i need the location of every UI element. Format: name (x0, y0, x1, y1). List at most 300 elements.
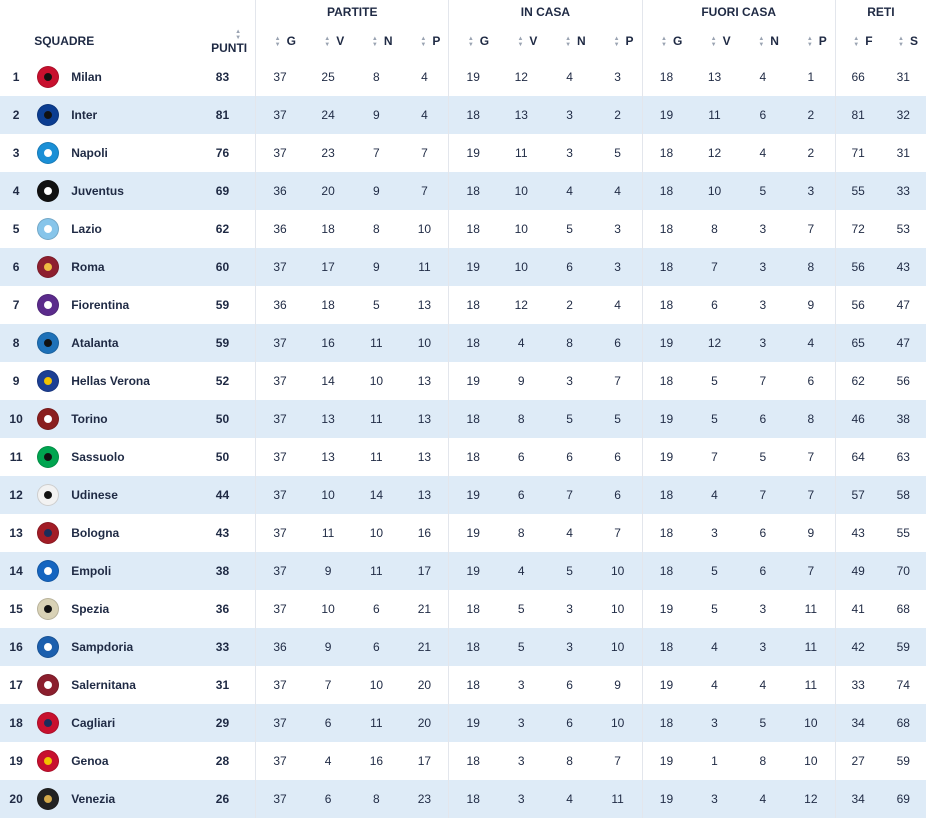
table-row[interactable] (0, 400, 926, 438)
away-draws-cell: 5 (739, 172, 787, 210)
wins-cell: 13 (304, 400, 352, 438)
away-played-cell: 19 (642, 96, 690, 134)
team-name[interactable]: Lazio (71, 222, 102, 236)
losses-cell: 11 (401, 248, 449, 286)
goals-for-cell: 56 (835, 286, 880, 324)
home-played-cell: 18 (449, 590, 497, 628)
goals-for-cell: 71 (835, 134, 880, 172)
away-wins-cell: 7 (690, 248, 738, 286)
home-draws-cell: 5 (545, 552, 593, 590)
away-draws-cell: 7 (759, 374, 767, 388)
column-header-label: V (529, 34, 538, 48)
team-name[interactable]: Venezia (71, 792, 116, 806)
away-wins-cell: 12 (707, 146, 722, 160)
away-losses-cell: 8 (787, 248, 835, 286)
played-cell: 37 (256, 134, 304, 172)
home-losses-cell: 10 (594, 552, 642, 590)
column-header-in-casa-v[interactable] (497, 24, 545, 58)
wins-cell: 13 (321, 450, 335, 464)
points-cell: 59 (199, 324, 255, 362)
points-cell: 81 (199, 96, 255, 134)
goals-for-cell: 42 (835, 628, 880, 666)
team-crest-icon (37, 256, 59, 278)
points-cell: 43 (215, 526, 230, 540)
played-cell: 37 (256, 742, 304, 780)
team-cell[interactable] (32, 704, 199, 742)
home-played-cell: 18 (449, 286, 497, 324)
home-draws-cell: 3 (566, 602, 573, 616)
away-played-cell: 19 (642, 438, 690, 476)
home-draws-cell: 3 (566, 146, 573, 160)
column-header-fuori-casa-v[interactable] (690, 24, 738, 58)
team-name[interactable]: Fiorentina (71, 298, 130, 312)
goals-against-cell: 56 (896, 374, 910, 388)
wins-cell: 24 (304, 96, 352, 134)
draws-cell: 16 (369, 754, 384, 768)
team-name[interactable]: Roma (71, 260, 105, 274)
goals-against-cell: 59 (881, 628, 926, 666)
home-wins-cell: 8 (497, 400, 545, 438)
sort-icon: ▲ ▼ (758, 35, 765, 48)
column-header-label: S (909, 34, 918, 48)
away-losses-cell: 12 (787, 780, 835, 818)
home-losses-cell: 3 (614, 222, 621, 236)
position-cell: 18 (0, 704, 32, 742)
home-draws-cell: 3 (545, 96, 593, 134)
table-row[interactable] (0, 248, 926, 286)
wins-cell: 9 (304, 552, 352, 590)
draws-cell: 10 (369, 374, 384, 388)
losses-cell: 20 (417, 678, 432, 692)
column-header-label: G (673, 34, 683, 48)
away-losses-cell: 11 (787, 628, 835, 666)
team-name[interactable]: Genoa (71, 754, 109, 768)
losses-cell: 13 (417, 450, 432, 464)
losses-cell: 4 (421, 70, 428, 84)
team-name[interactable]: Udinese (71, 488, 118, 502)
points-cell: 36 (215, 602, 230, 616)
group-header-spacer (0, 0, 256, 24)
goals-for-cell: 62 (835, 362, 880, 400)
draws-cell: 9 (352, 172, 400, 210)
home-played-cell: 19 (449, 134, 497, 172)
away-draws-cell: 3 (739, 628, 787, 666)
team-cell[interactable] (32, 362, 199, 400)
away-played-cell: 18 (642, 704, 690, 742)
away-played-cell: 18 (642, 476, 690, 514)
team-crest-icon (37, 674, 59, 696)
away-wins-cell: 1 (711, 754, 718, 768)
home-draws-cell: 5 (566, 222, 573, 236)
home-losses-cell: 7 (614, 374, 621, 388)
column-header-in-casa-n[interactable] (545, 24, 593, 58)
draws-cell: 11 (352, 324, 400, 362)
home-losses-cell: 6 (594, 476, 642, 514)
goals-for-cell: 64 (835, 438, 880, 476)
goals-against-cell: 31 (896, 146, 910, 160)
team-cell[interactable] (32, 172, 199, 210)
column-header-partite-p[interactable] (401, 24, 449, 58)
home-played-cell: 19 (449, 552, 497, 590)
points-cell: 33 (199, 628, 255, 666)
home-losses-cell: 3 (614, 70, 621, 84)
wins-cell: 11 (321, 526, 335, 540)
group-header-row (0, 0, 926, 24)
position-cell: 7 (12, 298, 20, 312)
away-draws-cell: 5 (739, 704, 787, 742)
home-draws-cell: 6 (566, 678, 573, 692)
away-wins-cell: 10 (690, 172, 738, 210)
points-cell: 59 (215, 298, 230, 312)
home-played-cell: 18 (449, 628, 497, 666)
position-cell: 19 (9, 754, 23, 768)
draws-cell: 8 (352, 780, 400, 818)
points-cell: 60 (199, 248, 255, 286)
away-losses-cell: 7 (807, 222, 815, 236)
played-cell: 36 (256, 172, 304, 210)
losses-cell: 21 (401, 628, 449, 666)
team-crest-icon (37, 142, 59, 164)
home-wins-cell: 3 (517, 678, 525, 692)
losses-cell: 21 (417, 602, 432, 616)
sort-icon: ▲ ▼ (853, 35, 860, 48)
losses-cell: 17 (417, 754, 432, 768)
column-header-partite-n[interactable] (352, 24, 400, 58)
home-losses-cell: 10 (610, 602, 625, 616)
away-losses-cell: 10 (804, 754, 818, 768)
table-row[interactable] (0, 438, 926, 476)
table-row[interactable] (0, 476, 926, 514)
goals-against-cell: 55 (896, 526, 910, 540)
home-played-cell: 18 (449, 666, 497, 704)
table-row[interactable] (0, 590, 926, 628)
sort-icon: ▲ ▼ (661, 35, 667, 48)
away-losses-cell: 8 (787, 400, 835, 438)
draws-cell: 6 (373, 602, 380, 616)
losses-cell: 13 (401, 476, 449, 514)
team-cell[interactable] (32, 780, 199, 818)
home-played-cell: 18 (449, 324, 497, 362)
goals-against-cell: 68 (881, 704, 926, 742)
team-name[interactable]: Bologna (71, 526, 120, 540)
sort-icon: ▲ ▼ (898, 35, 904, 48)
table-row[interactable] (0, 514, 926, 552)
team-cell[interactable] (32, 590, 199, 628)
team-cell[interactable] (32, 324, 199, 362)
away-draws-cell: 3 (739, 248, 787, 286)
goals-for-cell: 33 (835, 666, 880, 704)
team-cell[interactable] (32, 58, 199, 96)
team-name[interactable]: Atalanta (71, 336, 119, 350)
column-header-fuori-casa-n[interactable] (739, 24, 787, 58)
table-row[interactable] (0, 324, 926, 362)
home-played-cell: 18 (449, 210, 497, 248)
column-header-label: N (383, 34, 393, 48)
goals-against-cell: 69 (881, 780, 926, 818)
team-name[interactable]: Napoli (71, 146, 108, 160)
away-played-cell: 18 (642, 58, 690, 96)
goals-for-cell: 46 (835, 400, 880, 438)
losses-cell: 7 (421, 146, 428, 160)
wins-cell: 7 (324, 678, 332, 692)
points-cell: 31 (215, 678, 230, 692)
away-losses-cell: 7 (787, 476, 835, 514)
column-header-label: G (479, 34, 490, 48)
home-losses-cell: 7 (614, 526, 621, 540)
wins-cell: 23 (321, 146, 335, 160)
draws-cell: 11 (352, 400, 400, 438)
played-cell: 37 (256, 400, 304, 438)
team-cell[interactable] (32, 628, 199, 666)
position-cell: 2 (0, 96, 32, 134)
team-crest-icon (37, 750, 59, 772)
position-cell: 13 (9, 526, 23, 540)
column-header-partite-v[interactable] (304, 24, 352, 58)
team-crest-icon (37, 408, 59, 430)
team-cell[interactable] (32, 210, 199, 248)
home-played-cell: 18 (449, 742, 497, 780)
table-row[interactable] (0, 134, 926, 172)
table-row[interactable] (0, 742, 926, 780)
team-cell[interactable] (32, 666, 199, 704)
team-name[interactable]: Cagliari (71, 716, 116, 730)
group-header-partite: PARTITE (256, 0, 449, 24)
position-cell: 20 (0, 780, 32, 818)
team-crest-icon (37, 636, 59, 658)
away-losses-cell: 11 (804, 602, 818, 616)
team-cell[interactable] (32, 514, 199, 552)
goals-against-cell: 32 (881, 96, 926, 134)
team-cell[interactable] (32, 248, 199, 286)
home-played-cell: 18 (449, 780, 497, 818)
team-name[interactable]: Empoli (71, 564, 112, 578)
column-header-in-casa-g[interactable] (449, 24, 497, 58)
wins-cell: 10 (304, 476, 352, 514)
table-row[interactable] (0, 210, 926, 248)
table-row[interactable] (0, 666, 926, 704)
team-crest-icon (37, 522, 59, 544)
column-header-label: V (336, 34, 345, 48)
draws-cell: 8 (373, 70, 380, 84)
home-played-cell: 19 (449, 476, 497, 514)
position-cell: 17 (9, 678, 23, 692)
wins-cell: 17 (304, 248, 352, 286)
away-draws-cell: 8 (759, 754, 767, 768)
away-played-cell: 18 (642, 514, 690, 552)
column-header-label: P (625, 34, 634, 48)
team-name[interactable]: Salernitana (71, 678, 136, 692)
home-wins-cell: 3 (497, 704, 545, 742)
sort-icon: ▲ ▼ (467, 35, 474, 48)
table-row[interactable] (0, 96, 926, 134)
table-row[interactable] (0, 58, 926, 96)
table-row[interactable] (0, 628, 926, 666)
home-wins-cell: 4 (497, 324, 545, 362)
table-row[interactable] (0, 362, 926, 400)
home-draws-cell: 5 (545, 400, 593, 438)
table-row[interactable] (0, 172, 926, 210)
team-crest-icon (37, 370, 59, 392)
away-played-cell: 18 (642, 210, 690, 248)
away-wins-cell: 5 (690, 552, 738, 590)
home-draws-cell: 4 (566, 526, 573, 540)
goals-against-cell: 33 (881, 172, 926, 210)
away-losses-cell: 11 (804, 678, 818, 692)
losses-cell: 17 (401, 552, 449, 590)
position-cell: 14 (0, 552, 32, 590)
team-cell[interactable] (32, 286, 199, 324)
team-name[interactable]: Juventus (71, 184, 124, 198)
away-draws-cell: 4 (759, 678, 767, 692)
wins-cell: 4 (324, 754, 332, 768)
away-played-cell: 18 (642, 248, 690, 286)
column-header-label: P (818, 34, 827, 48)
home-draws-cell: 2 (566, 298, 573, 312)
points-cell: 52 (215, 374, 230, 388)
column-header-fuori-casa-g[interactable] (642, 24, 690, 58)
played-cell: 37 (256, 590, 304, 628)
standings-body (0, 58, 926, 818)
away-losses-cell: 6 (807, 374, 815, 388)
team-crest-icon (37, 484, 59, 506)
column-header-fuori-casa-p[interactable] (787, 24, 835, 58)
away-wins-cell: 3 (690, 704, 738, 742)
home-wins-cell: 8 (517, 526, 525, 540)
away-draws-cell: 3 (759, 222, 767, 236)
home-played-cell: 18 (449, 172, 497, 210)
away-draws-cell: 6 (739, 400, 787, 438)
table-row[interactable] (0, 286, 926, 324)
losses-cell: 4 (401, 96, 449, 134)
away-losses-cell: 2 (787, 96, 835, 134)
away-draws-cell: 5 (759, 450, 767, 464)
away-losses-cell: 4 (787, 324, 835, 362)
points-cell: 76 (215, 146, 230, 160)
draws-cell: 11 (370, 450, 383, 464)
away-losses-cell: 9 (807, 526, 815, 540)
home-losses-cell: 10 (594, 628, 642, 666)
team-name[interactable]: Milan (71, 70, 102, 84)
team-cell[interactable] (32, 476, 199, 514)
played-cell: 37 (256, 666, 304, 704)
away-draws-cell: 4 (739, 780, 787, 818)
team-cell[interactable] (32, 96, 199, 134)
home-draws-cell: 8 (566, 754, 573, 768)
draws-cell: 14 (352, 476, 400, 514)
wins-cell: 16 (304, 324, 352, 362)
goals-for-cell: 49 (835, 552, 880, 590)
played-cell: 37 (256, 514, 304, 552)
goals-for-cell: 27 (835, 742, 880, 780)
column-header-reti-f[interactable] (835, 24, 880, 58)
losses-cell: 10 (401, 324, 449, 362)
column-header-in-casa-p[interactable] (594, 24, 642, 58)
goals-against-cell: 63 (896, 450, 910, 464)
team-crest-icon (37, 180, 59, 202)
away-played-cell: 18 (642, 286, 690, 324)
home-played-cell: 19 (449, 704, 497, 742)
away-played-cell: 18 (642, 172, 690, 210)
column-header-partite-g[interactable] (256, 24, 304, 58)
home-wins-cell: 4 (497, 552, 545, 590)
sort-icon: ▲ ▼ (420, 35, 427, 48)
team-cell[interactable] (32, 742, 199, 780)
table-row[interactable] (0, 780, 926, 818)
away-wins-cell: 5 (711, 602, 718, 616)
team-crest-icon (37, 104, 59, 126)
home-played-cell: 18 (449, 438, 497, 476)
team-name[interactable]: Sampdoria (71, 640, 134, 654)
position-cell: 5 (12, 222, 20, 236)
column-header-punti[interactable] (199, 24, 255, 58)
home-wins-cell: 6 (517, 450, 525, 464)
team-name[interactable]: Torino (71, 412, 108, 426)
wins-cell: 25 (321, 70, 335, 84)
away-wins-cell: 12 (690, 324, 738, 362)
away-wins-cell: 4 (690, 628, 738, 666)
home-losses-cell: 10 (594, 704, 642, 742)
away-wins-cell: 3 (690, 780, 738, 818)
points-cell: 26 (199, 780, 255, 818)
played-cell: 37 (256, 476, 304, 514)
home-wins-cell: 5 (497, 628, 545, 666)
team-name[interactable]: Spezia (71, 602, 110, 616)
team-name[interactable]: Hellas Verona (71, 374, 150, 388)
team-crest-icon (37, 446, 59, 468)
away-wins-cell: 4 (711, 678, 718, 692)
played-cell: 37 (256, 552, 304, 590)
column-header-label: G (286, 34, 296, 48)
team-cell[interactable] (32, 552, 199, 590)
group-header-fuori-casa: FUORI CASA (642, 0, 835, 24)
away-losses-cell: 10 (787, 704, 835, 742)
position-cell: 16 (0, 628, 32, 666)
team-name[interactable]: Sassuolo (71, 450, 125, 464)
away-played-cell: 18 (642, 362, 690, 400)
table-row[interactable] (0, 704, 926, 742)
home-draws-cell: 3 (545, 628, 593, 666)
home-losses-cell: 4 (614, 298, 621, 312)
points-cell: 38 (199, 552, 255, 590)
home-played-cell: 19 (449, 58, 497, 96)
draws-cell: 11 (352, 552, 400, 590)
draws-cell: 10 (369, 526, 384, 540)
home-losses-cell: 5 (594, 400, 642, 438)
goals-against-cell: 43 (881, 248, 926, 286)
table-row[interactable] (0, 552, 926, 590)
played-cell: 37 (256, 96, 304, 134)
draws-cell: 10 (369, 678, 384, 692)
team-cell[interactable] (32, 400, 199, 438)
away-wins-cell: 5 (711, 374, 718, 388)
home-draws-cell: 3 (566, 374, 573, 388)
team-cell[interactable] (32, 134, 199, 172)
away-draws-cell: 7 (739, 476, 787, 514)
away-wins-cell: 4 (690, 476, 738, 514)
group-header-in-casa: IN CASA (449, 0, 642, 24)
position-cell: 10 (0, 400, 32, 438)
team-crest-icon (37, 294, 59, 316)
goals-against-cell: 74 (896, 678, 910, 692)
home-losses-cell: 11 (594, 780, 642, 818)
column-header-label: P (432, 34, 441, 48)
team-name[interactable]: Inter (71, 108, 98, 122)
column-header-reti-s[interactable] (881, 24, 926, 58)
losses-cell: 13 (417, 374, 432, 388)
away-draws-cell: 6 (739, 552, 787, 590)
home-played-cell: 19 (449, 248, 497, 286)
team-cell[interactable] (32, 438, 199, 476)
